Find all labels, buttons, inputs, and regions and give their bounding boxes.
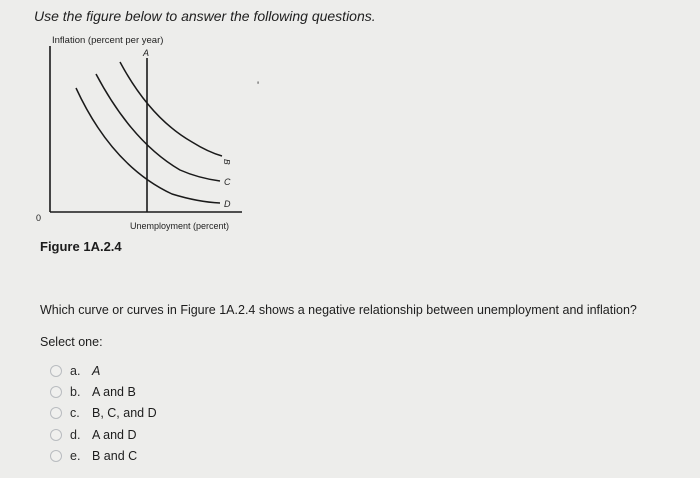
curve-c-label: C [224,177,231,187]
option-c[interactable] [50,403,157,424]
answer-options [50,360,157,466]
stray-mark: ' [257,80,260,92]
y-axis-label: Inflation (percent per year) [52,35,164,46]
figure-svg [30,30,260,236]
option-d[interactable] [50,424,157,445]
option-e[interactable] [50,445,157,466]
figure-caption: Figure 1A.2.4 [40,239,122,254]
option-a[interactable] [50,360,157,381]
curve-b-line [120,62,222,156]
question-text: Which curve or curves in Figure 1A.2.4 shows a negative relationship between unemployment and inflation? [40,303,637,317]
radio-option-d[interactable] [50,429,62,441]
phillips-curve-figure [30,30,260,236]
option-e-letter: e. [70,448,81,463]
curve-a-label: A [143,48,150,58]
option-b[interactable] [50,381,157,402]
option-a-text [92,364,100,378]
option-d-text: A and D [92,427,137,442]
x-axis-label: Unemployment (percent) [130,221,230,231]
option-c-letter: c. [70,406,80,421]
radio-option-b[interactable] [50,386,62,398]
instructions-text: Use the figure below to answer the following questions. [34,8,376,24]
radio-option-c[interactable] [50,407,62,419]
option-a-letter: a. [70,363,81,378]
option-c-text: B, C, and D [92,406,157,421]
origin-label: 0 [36,213,42,223]
option-b-text: A and B [92,384,136,399]
radio-option-a[interactable] [50,365,62,377]
option-e-text: B and C [92,448,138,463]
radio-option-e[interactable] [50,450,62,462]
option-b-letter: b. [70,384,81,399]
option-d-letter: d. [70,427,81,442]
curve-c-line [96,74,220,181]
select-one-label: Select one: [40,335,103,349]
curve-d-label: D [224,199,231,209]
option-a-value: A [92,363,101,378]
curve-b-label: B [222,159,232,165]
